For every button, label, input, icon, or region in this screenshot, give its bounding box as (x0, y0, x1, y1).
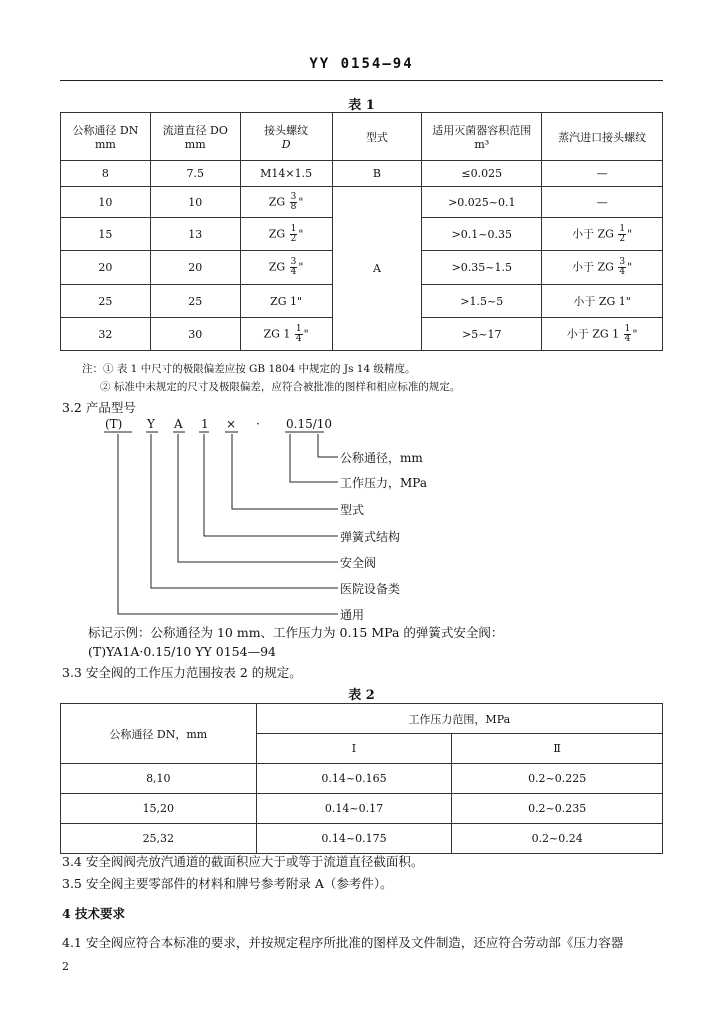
model-part-dot: · (256, 417, 260, 431)
t1-cell: 20 (150, 251, 240, 285)
t1-cell: ZG $\frac{1}{2}$ " (240, 218, 332, 251)
t1-cell: 25 (61, 285, 151, 318)
t2-cell: 8,10 (61, 764, 257, 794)
t2-cell: 15,20 (61, 794, 257, 824)
t1-h-type: 型式 (332, 113, 422, 161)
table2 (60, 703, 663, 854)
sec-4-1: 4.1 安全阀应符合本标准的要求，并按规定程序所批准的图样及文件制造，还应符合劳动部《压力容器 (62, 935, 624, 950)
t1-cell: 10 (61, 187, 151, 218)
t1-h-dn: 公称通径 DN mm (61, 113, 151, 161)
t2-cell: 0.2~0.225 (452, 764, 663, 794)
sec-3-3: 3.3 安全阀的工作压力范围按表 2 的规定。 (62, 665, 302, 680)
t2-cell: 0.2~0.235 (452, 794, 663, 824)
t1-cell: >5~17 (422, 318, 542, 351)
label-work-pressure: 工作压力，MPa (340, 476, 427, 490)
t2-cell: 0.2~0.24 (452, 824, 663, 854)
label-hospital-equipment: 医院设备类 (340, 582, 401, 596)
t1-cell: 小于 ZG 1" (542, 285, 663, 318)
t1-cell: ZG 1" (240, 285, 332, 318)
model-part-x: × (226, 417, 237, 431)
t1-cell: 8 (61, 161, 151, 187)
t1-cell: 小于 ZG $\frac{3}{4}$ " (542, 251, 663, 285)
table1-note-1: 注：① 表 1 中尺寸的极限偏差应按 GB 1804 中规定的 Js 14 级精度。 (82, 363, 416, 375)
t1-cell: 小于 ZG $\frac{1}{2}$ " (542, 218, 663, 251)
t1-cell: ≤0.025 (422, 161, 542, 187)
table1-caption: 表 1 (348, 98, 375, 113)
t2-h-range: 工作压力范围，MPa (256, 704, 662, 734)
table-row (61, 764, 663, 794)
t1-type-a: A (332, 187, 422, 351)
t1-cell: 13 (150, 218, 240, 251)
label-type: 型式 (340, 503, 365, 517)
t1-cell: 32 (61, 318, 151, 351)
t1-cell: ZG $\frac{3}{8}$ " (240, 187, 332, 218)
t2-cell: 0.14~0.165 (256, 764, 452, 794)
t1-h-steam: 蒸汽进口接头螺纹 (542, 113, 663, 161)
label-nominal-bore: 公称通径，mm (340, 451, 423, 465)
model-part-t: (T) (105, 417, 123, 431)
label-spring-structure: 弹簧式结构 (340, 530, 401, 544)
label-general: 通用 (340, 608, 365, 622)
table1-note-2: ② 标准中未规定的尺寸及极限偏差，应符合被批准的图样和相应标准的规定。 (100, 381, 461, 393)
t1-h-thread: 接头螺纹 D (240, 113, 332, 161)
t2-h-col1: Ⅰ (256, 734, 452, 764)
standard-code: YY 0154—94 (309, 56, 414, 72)
t1-cell: — (542, 161, 663, 187)
model-part-a: A (174, 417, 183, 431)
t1-h-vol: 适用灭菌器容积范围 m³ (422, 113, 542, 161)
page-number: 2 (62, 960, 69, 973)
table-row (61, 824, 663, 854)
t1-cell: >0.35~1.5 (422, 251, 542, 285)
t1-cell: 7.5 (150, 161, 240, 187)
t2-cell: 0.14~0.17 (256, 794, 452, 824)
t2-cell: 0.14~0.175 (256, 824, 452, 854)
t1-cell: >0.1~0.35 (422, 218, 542, 251)
t1-cell: — (542, 187, 663, 218)
sec-3-2-title: 3.2 产品型号 (62, 400, 136, 415)
t1-cell: >1.5~5 (422, 285, 542, 318)
sec-3-5: 3.5 安全阀主要零部件的材料和牌号参考附录 A（参考件）。 (62, 876, 393, 891)
t1-cell: 20 (61, 251, 151, 285)
t2-h-dn: 公称通径 DN，mm (61, 704, 257, 764)
t1-cell: ZG $\frac{3}{4}$ " (240, 251, 332, 285)
t1-cell: ZG 1 $\frac{1}{4}$ " (240, 318, 332, 351)
table2-caption: 表 2 (348, 688, 375, 703)
example-text: 标记示例：公称通径为 10 mm、工作压力为 0.15 MPa 的弹簧式安全阀： (88, 625, 504, 640)
model-part-pressure: 0.15/10 (286, 417, 333, 431)
t1-type-b: B (332, 161, 422, 187)
t1-cell: 10 (150, 187, 240, 218)
label-safety-valve: 安全阀 (340, 556, 377, 570)
t1-h-do: 流道直径 DO mm (150, 113, 240, 161)
t2-cell: 25,32 (61, 824, 257, 854)
t2-h-col2: Ⅱ (452, 734, 663, 764)
model-part-y: Y (147, 417, 155, 431)
t1-cell: >0.025~0.1 (422, 187, 542, 218)
model-part-1: 1 (201, 417, 209, 431)
sec-3-4: 3.4 安全阀阀壳放汽通道的截面积应大于或等于流道直径截面积。 (62, 854, 424, 869)
t1-cell: 25 (150, 285, 240, 318)
t1-cell: 15 (61, 218, 151, 251)
t1-cell: M14×1.5 (240, 161, 332, 187)
table-row (61, 794, 663, 824)
example-code: (T)YA1A·0.15/10 YY 0154—94 (88, 644, 276, 659)
t1-cell: 30 (150, 318, 240, 351)
t1-cell: 小于 ZG 1 $\frac{1}{4}$ " (542, 318, 663, 351)
sec-4-title: 4 技术要求 (62, 906, 126, 921)
